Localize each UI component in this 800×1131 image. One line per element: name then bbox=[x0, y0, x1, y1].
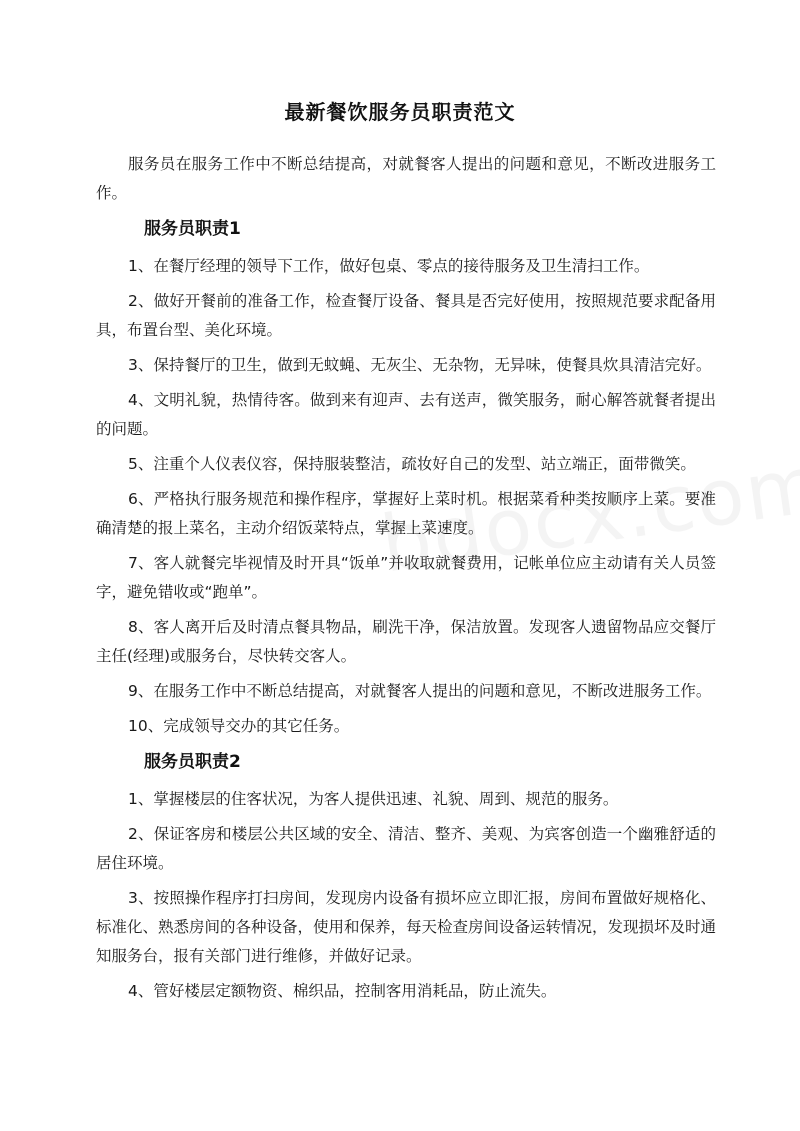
document-title: 最新餐饮服务员职责范文 bbox=[284, 100, 516, 124]
list-item: 4、管好楼层定额物资、棉织品，控制客用消耗品，防止流失。 bbox=[128, 982, 557, 1000]
list-item: 10、完成领导交办的其它任务。 bbox=[128, 717, 350, 735]
document-body bbox=[96, 150, 716, 1012]
list-item: 8、客人离开后及时清点餐具物品，刷洗干净，保洁放置。发现客人遗留物品应交餐厅主任(经理)或服务台，尽快转交客人。 bbox=[96, 618, 716, 665]
list-item: 2、保证客房和楼层公共区域的安全、清洁、整齐、美观、为宾客创造一个幽雅舒适的居住环境。 bbox=[96, 825, 716, 872]
section-1 bbox=[96, 214, 716, 741]
intro-paragraph: 服务员在服务工作中不断总结提高，对就餐客人提出的问题和意见，不断改进服务工作。 bbox=[96, 155, 716, 202]
list-item: 6、严格执行服务规范和操作程序，掌握好上菜时机。根据菜肴种类按顺序上菜。要准确清楚的报上菜名，主动介绍饭菜特点，掌握上菜速度。 bbox=[96, 490, 716, 537]
section-2 bbox=[96, 747, 716, 1006]
list-item: 1、在餐厅经理的领导下工作，做好包桌、零点的接待服务及卫生清扫工作。 bbox=[128, 257, 650, 275]
list-item: 1、掌握楼层的住客状况，为客人提供迅速、礼貌、周到、规范的服务。 bbox=[128, 790, 619, 808]
section-heading: 服务员职责1 bbox=[144, 219, 241, 239]
list-item: 4、文明礼貌，热情待客。做到来有迎声、去有送声，微笑服务，耐心解答就餐者提出的问题。 bbox=[96, 391, 716, 438]
list-item: 3、按照操作程序打扫房间，发现房内设备有损坏应立即汇报，房间布置做好规格化、标准化、熟悉房间的各种设备，使用和保养，每天检查房间设备运转情况，发现损坏及时通知服务台，报有关部门进行维修，并做好记录。 bbox=[96, 889, 717, 965]
section-heading: 服务员职责2 bbox=[144, 752, 241, 772]
list-item: 7、客人就餐完毕视情及时开具“饭单”并收取就餐费用，记帐单位应主动请有关人员签字，避免错收或“跑单”。 bbox=[96, 554, 716, 601]
list-item: 9、在服务工作中不断总结提高，对就餐客人提出的问题和意见，不断改进服务工作。 bbox=[128, 682, 712, 700]
list-item: 2、做好开餐前的准备工作，检查餐厅设备、餐具是否完好使用，按照规范要求配备用具，布置台型、美化环境。 bbox=[96, 292, 716, 339]
list-item: 5、注重个人仪表仪容，保持服装整洁，疏妆好自己的发型、站立端正，面带微笑。 bbox=[128, 455, 696, 473]
list-item: 3、保持餐厅的卫生，做到无蚊蝇、无灰尘、无杂物，无异味，使餐具炊具清洁完好。 bbox=[128, 356, 712, 374]
